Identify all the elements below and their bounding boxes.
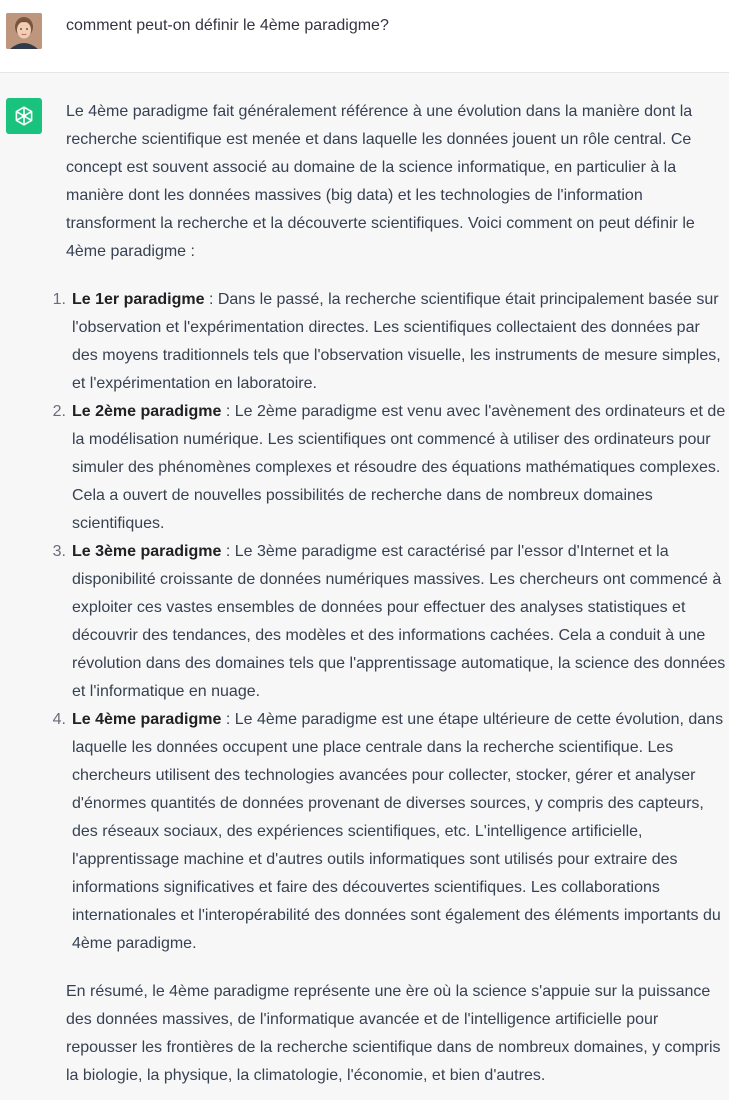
- list-item-number: 2.: [52, 403, 66, 420]
- response-conclusion: En résumé, le 4ème paradigme représente une ère où la science s'appuie sur la puissance des données massives, de l'informatique avancée et de l'intelligence artificielle pour repousser les frontières de la recherche scientifique dans de nombreux domaines, y compris la biologie, la physique, la climatologie, l'économie, et bien d'autres.: [66, 983, 721, 1084]
- list-item: [52, 286, 726, 398]
- openai-logo-icon: [6, 98, 42, 134]
- list-item-number: 3.: [52, 543, 66, 560]
- list-item: [52, 706, 726, 958]
- user-message-row: [0, 0, 729, 73]
- user-message-text: comment peut-on définir le 4ème paradigme?: [66, 17, 389, 34]
- assistant-message-row: [0, 73, 729, 1100]
- response-intro: Le 4ème paradigme fait généralement référence à une évolution dans la manière dont la recherche scientifique est menée et dans laquelle les données jouent un rôle central. Ce concept est souvent associé au domaine de la science informatique, en particulier à la manière dont les données massives (big data) et les technologies de l'information transforment la recherche et la découverte scientifiques. Voici comment on peut définir le 4ème paradigme :: [66, 103, 695, 260]
- list-item-title: Le 1er paradigme: [72, 291, 205, 308]
- assistant-response: [52, 98, 726, 1090]
- list-item-title: Le 2ème paradigme: [72, 403, 222, 420]
- list-item-title: Le 4ème paradigme: [72, 711, 222, 728]
- list-item-text: : Le 2ème paradigme est venu avec l'avènement des ordinateurs et de la modélisation numérique. Les scientifiques ont commencé à utiliser des ordinateurs pour simuler des phénomènes complexes et résoudre des équations mathématiques complexes. Cela a ouvert de nouvelles possibilités de recherche dans de nombreux domaines scientifiques.: [72, 403, 726, 532]
- openai-knot-icon: [12, 104, 36, 128]
- list-item-title: Le 3ème paradigme: [72, 543, 222, 560]
- avatar-photo-icon: [6, 13, 42, 49]
- list-item-text: : Dans le passé, la recherche scientifique était principalement basée sur l'observation et l'expérimentation directes. Les scientifiques collectaient des données par des moyens traditionnels tels que l'observation visuelle, les instruments de mesure simples, et l'expérimentation en laboratoire.: [72, 291, 721, 392]
- user-avatar: [6, 13, 42, 49]
- list-item: [52, 398, 726, 538]
- list-item-number: 4.: [52, 711, 66, 728]
- list-item: [52, 538, 726, 706]
- paradigm-list: [52, 286, 726, 958]
- list-item-text: : Le 4ème paradigme est une étape ultérieure de cette évolution, dans laquelle les données occupent une place centrale dans la recherche scientifique. Les chercheurs utilisent des technologies avancées pour collecter, stocker, gérer et analyser d'énormes quantités de données provenant de diverses sources, y compris des capteurs, des réseaux sociaux, des expériences scientifiques, etc. L'intelligence artificielle, l'apprentissage machine et d'autres outils informatiques sont utilisés pour extraire des informations significatives et faire des découvertes scientifiques. Les collaborations internationales et l'interopérabilité des données sont également des éléments importants du 4ème paradigme.: [72, 711, 724, 952]
- list-item-number: 1.: [52, 291, 66, 308]
- list-item-text: : Le 3ème paradigme est caractérisé par l'essor d'Internet et la disponibilité croissante de données numériques massives. Les chercheurs ont commencé à exploiter ces vastes ensembles de données pour effectuer des analyses statistiques et découvrir des tendances, des modèles et des informations cachées. Cela a conduit à une révolution dans des domaines tels que l'apprentissage automatique, la science des données et l'informatique en nuage.: [72, 543, 726, 700]
